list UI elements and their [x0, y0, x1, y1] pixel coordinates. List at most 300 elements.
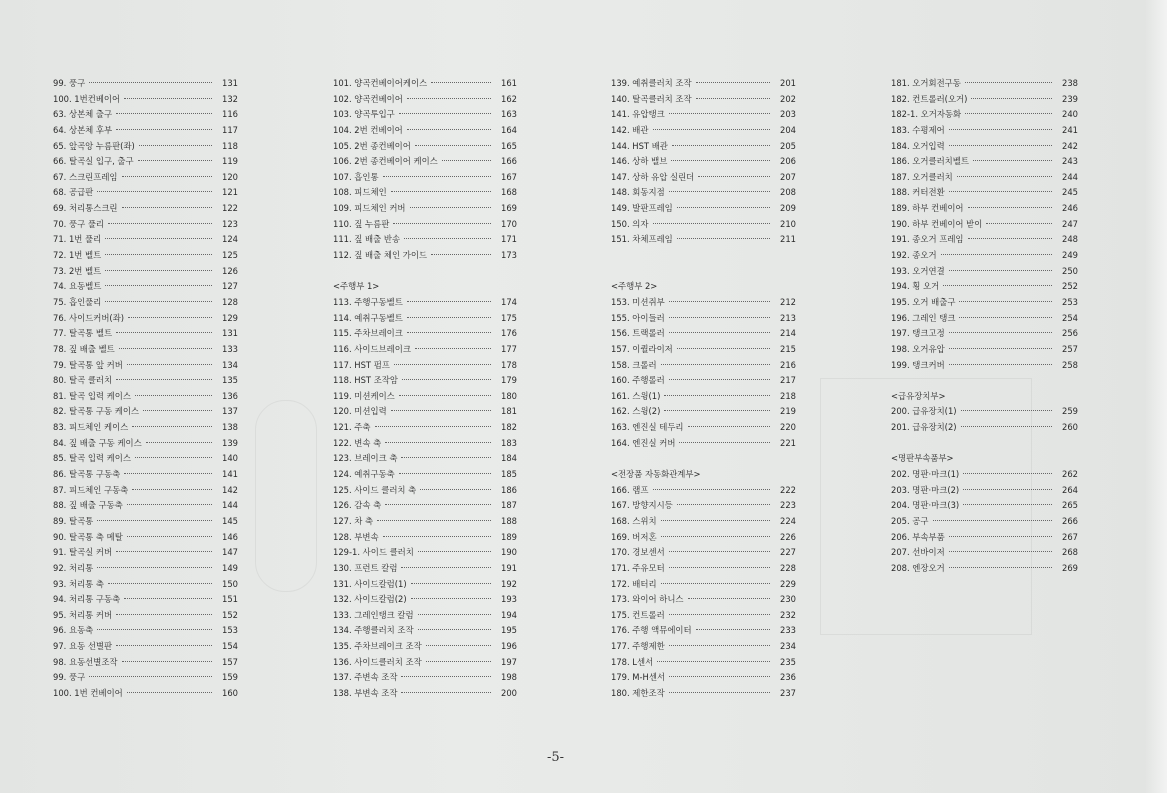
toc-entry-page: 169 — [501, 203, 517, 214]
toc-entry — [53, 608, 238, 624]
section-heading: <급유장치부> — [891, 390, 946, 401]
toc-entry-label: 193. 오거연결 — [891, 265, 945, 276]
toc-entry — [333, 404, 517, 420]
toc-entry — [333, 311, 517, 327]
dot-leader — [116, 113, 212, 114]
toc-entry — [333, 498, 517, 514]
toc-entry-label: 196. 그레인 탱크 — [891, 312, 956, 323]
toc-entry-page: 214 — [780, 328, 796, 339]
dot-leader — [961, 426, 1052, 427]
toc-entry-label: 124. 예취구동축 — [333, 469, 395, 480]
toc-entry-label: 204. 명판·마크(3) — [891, 500, 960, 511]
toc-entry-page: 240 — [1062, 109, 1078, 120]
dot-leader — [671, 160, 770, 161]
toc-entry — [891, 404, 1078, 420]
toc-entry-page: 146 — [222, 531, 238, 542]
toc-entry — [611, 577, 796, 593]
dot-leader — [688, 598, 770, 599]
toc-entry — [891, 295, 1078, 311]
toc-entry-label: 125. 사이드 클러치 축 — [333, 484, 417, 495]
dot-leader — [394, 364, 491, 365]
dot-leader — [404, 238, 491, 239]
dot-leader — [963, 473, 1052, 474]
toc-entry — [611, 170, 796, 186]
toc-entry — [611, 373, 796, 389]
toc-entry-page: 226 — [780, 531, 796, 542]
toc-entry-label: 122. 변속 축 — [333, 437, 382, 448]
dot-leader — [97, 191, 212, 192]
dot-leader — [127, 692, 212, 693]
toc-column-2 — [333, 76, 517, 702]
toc-entry-label: 171. 주유모터 — [611, 562, 665, 573]
toc-entry-page: 260 — [1062, 422, 1078, 433]
toc-entry-page: 209 — [780, 203, 796, 214]
toc-entry-label: 74. 요동벨트 — [53, 281, 102, 292]
toc-entry-page: 123 — [222, 218, 238, 229]
dot-leader — [426, 645, 491, 646]
toc-entry-label: 142. 배관 — [611, 124, 649, 135]
toc-entry-label: 120. 미션입력 — [333, 406, 387, 417]
toc-entry-label: 202. 명판·마크(1) — [891, 469, 960, 480]
toc-entry-label: 163. 엔진실 테두리 — [611, 422, 684, 433]
dot-leader — [669, 645, 770, 646]
toc-entry — [333, 451, 517, 467]
toc-entry-label: 72. 1번 벨트 — [53, 250, 102, 261]
toc-entry — [53, 123, 238, 139]
toc-entry — [333, 420, 517, 436]
dot-leader — [653, 223, 771, 224]
section-heading: <주행부 1> — [333, 281, 380, 292]
toc-entry-label: 85. 탈곡 입력 케이스 — [53, 453, 131, 464]
toc-entry-label: 99. 풍구 — [53, 78, 86, 88]
dot-leader — [132, 489, 212, 490]
toc-entry — [53, 295, 238, 311]
dot-leader — [135, 457, 212, 458]
toc-entry — [53, 514, 238, 530]
dot-leader — [949, 567, 1052, 568]
dot-leader — [669, 113, 770, 114]
toc-entry — [53, 389, 238, 405]
toc-entry-label: 76. 사이드커버(좌) — [53, 312, 125, 323]
toc-entry — [333, 170, 517, 186]
toc-entry — [53, 639, 238, 655]
toc-entry — [891, 154, 1078, 170]
toc-entry-label: 149. 발판프레임 — [611, 203, 673, 214]
dot-leader — [669, 301, 770, 302]
dot-leader — [407, 301, 491, 302]
spacer — [611, 451, 796, 467]
toc-entry-label: 66. 탈곡실 입구, 출구 — [53, 156, 134, 167]
toc-entry — [611, 76, 796, 92]
dot-leader — [124, 473, 212, 474]
toc-entry-label: 92. 처리통 — [53, 562, 94, 573]
toc-entry-page: 138 — [222, 422, 238, 433]
page-edge — [1145, 0, 1167, 793]
toc-entry — [611, 92, 796, 108]
toc-entry — [611, 514, 796, 530]
dot-leader — [385, 442, 491, 443]
toc-entry — [53, 279, 238, 295]
toc-entry-label: 103. 양곡투입구 — [333, 109, 395, 120]
dot-leader — [442, 160, 491, 161]
toc-entry-page: 127 — [222, 281, 238, 292]
toc-entry-page: 157 — [222, 656, 238, 667]
toc-entry-label: 75. 흡인풀리 — [53, 296, 102, 307]
toc-entry-label: 132. 사이드칼럼(2) — [333, 594, 407, 605]
toc-entry-label: 189. 하부 컨베이어 — [891, 203, 964, 214]
toc-entry — [891, 248, 1078, 264]
toc-entry-label: 134. 주행클러치 조작 — [333, 625, 414, 636]
toc-entry-page: 120 — [222, 171, 238, 182]
toc-entry — [53, 530, 238, 546]
toc-entry-label: 108. 피드체인 — [333, 187, 387, 198]
toc-entry-page: 134 — [222, 359, 238, 370]
toc-entry-label: 109. 피드체인 커버 — [333, 203, 406, 214]
dot-leader — [401, 567, 491, 568]
toc-entry — [53, 326, 238, 342]
toc-entry-label: 147. 상하 유압 실린더 — [611, 171, 695, 182]
dot-leader — [89, 82, 212, 83]
toc-entry-page: 248 — [1062, 234, 1078, 245]
toc-entry-label: 115. 주차브레이크 — [333, 328, 403, 339]
dot-leader — [669, 551, 770, 552]
dot-leader — [122, 661, 212, 662]
section-heading: <명판부속품부> — [891, 453, 954, 464]
toc-entry — [891, 76, 1078, 92]
section-heading: <전장품 자동화관계부> — [611, 469, 701, 480]
toc-entry — [611, 389, 796, 405]
dot-leader — [986, 223, 1052, 224]
dot-leader — [418, 551, 491, 552]
dot-leader — [97, 629, 212, 630]
dot-leader — [941, 254, 1052, 255]
toc-entry — [891, 545, 1078, 561]
toc-entry-label: 177. 주행제한 — [611, 641, 665, 652]
toc-entry-label: 205. 공구 — [891, 515, 929, 526]
toc-entry — [53, 670, 238, 686]
toc-entry — [333, 514, 517, 530]
toc-entry — [333, 373, 517, 389]
dot-leader — [128, 317, 212, 318]
toc-entry-label: 95. 처리통 커버 — [53, 609, 113, 620]
toc-entry-page: 210 — [780, 218, 796, 229]
toc-entry — [611, 686, 796, 702]
toc-entry-label: 135. 주차브레이크 조작 — [333, 641, 422, 652]
toc-entry — [891, 123, 1078, 139]
toc-entry-page: 151 — [222, 594, 238, 605]
toc-entry-label: 206. 부속부품 — [891, 531, 945, 542]
dot-leader — [672, 145, 770, 146]
toc-entry-label: 156. 트랙롤러 — [611, 328, 665, 339]
toc-entry-label: 83. 피드체인 케이스 — [53, 422, 129, 433]
dot-leader — [116, 332, 212, 333]
toc-entry-page: 183 — [501, 437, 517, 448]
dot-leader — [949, 551, 1052, 552]
toc-entry — [891, 498, 1078, 514]
dot-leader — [105, 301, 212, 302]
toc-entry-label: 208. 엔장오거 — [891, 562, 945, 573]
toc-entry-label: 67. 스크린프레임 — [53, 171, 118, 182]
toc-entry-label: 73. 2번 벨트 — [53, 265, 102, 276]
toc-entry-page: 243 — [1062, 156, 1078, 167]
dot-leader — [943, 285, 1052, 286]
dot-leader — [399, 473, 491, 474]
toc-entry-page: 166 — [501, 156, 517, 167]
toc-entry-label: 191. 종오거 프레임 — [891, 234, 964, 245]
dot-leader — [949, 129, 1052, 130]
dot-leader — [143, 410, 212, 411]
toc-entry-page: 257 — [1062, 343, 1078, 354]
toc-entry — [611, 232, 796, 248]
toc-entry — [333, 389, 517, 405]
toc-entry-label: 153. 미션쥐부 — [611, 296, 665, 307]
dot-leader — [391, 410, 491, 411]
toc-entry — [891, 311, 1078, 327]
toc-entry-page: 144 — [222, 500, 238, 511]
toc-entry-page: 267 — [1062, 531, 1078, 542]
spacer — [891, 373, 1078, 389]
toc-entry-page: 262 — [1062, 469, 1078, 480]
dot-leader — [959, 317, 1052, 318]
toc-entry-page: 265 — [1062, 500, 1078, 511]
toc-entry — [333, 139, 517, 155]
toc-entry-page: 212 — [780, 296, 796, 307]
toc-entry-label: 180. 제한조작 — [611, 687, 665, 698]
toc-entry-label: 129-1. 사이드 클러치 — [333, 547, 414, 558]
toc-entry-page: 259 — [1062, 406, 1078, 417]
dot-leader — [669, 379, 770, 380]
toc-entry-label: 203. 명판·마크(2) — [891, 484, 960, 495]
dot-leader — [124, 98, 212, 99]
toc-entry-page: 125 — [222, 250, 238, 261]
toc-entry — [611, 655, 796, 671]
toc-entry — [891, 420, 1078, 436]
toc-entry-page: 152 — [222, 609, 238, 620]
toc-entry-page: 233 — [780, 625, 796, 636]
dot-leader — [696, 629, 770, 630]
dot-leader — [116, 551, 212, 552]
toc-entry-page: 208 — [780, 187, 796, 198]
toc-entry — [611, 545, 796, 561]
toc-entry-page: 254 — [1062, 312, 1078, 323]
toc-entry — [333, 530, 517, 546]
toc-entry-label: 176. 주행 액뮤에이터 — [611, 625, 692, 636]
toc-entry — [53, 139, 238, 155]
toc-entry — [333, 76, 517, 92]
dot-leader — [105, 270, 212, 271]
toc-entry-page: 195 — [501, 625, 517, 636]
toc-entry-page: 132 — [222, 93, 238, 104]
toc-entry — [891, 107, 1078, 123]
toc-entry — [611, 404, 796, 420]
dot-leader — [418, 614, 491, 615]
toc-entry — [333, 623, 517, 639]
toc-entry — [891, 326, 1078, 342]
spacer — [333, 264, 517, 280]
dot-leader — [677, 348, 770, 349]
dot-leader — [965, 82, 1052, 83]
toc-entry — [53, 561, 238, 577]
dot-leader — [399, 113, 491, 114]
toc-entry-page: 190 — [501, 547, 517, 558]
toc-entry-page: 224 — [780, 515, 796, 526]
dot-leader — [669, 614, 770, 615]
toc-entry-page: 131 — [222, 328, 238, 339]
dot-leader — [961, 410, 1052, 411]
dot-leader — [401, 457, 491, 458]
toc-entry-page: 193 — [501, 594, 517, 605]
toc-entry-label: 97. 요동 선별판 — [53, 641, 113, 652]
dot-leader — [407, 98, 491, 99]
toc-entry-label: 126. 감속 축 — [333, 500, 382, 511]
toc-entry — [891, 232, 1078, 248]
toc-entry — [611, 436, 796, 452]
toc-entry-page: 117 — [222, 124, 238, 135]
toc-entry-label: 197. 탱크고정 — [891, 328, 945, 339]
dot-leader — [949, 364, 1052, 365]
toc-entry-page: 184 — [501, 453, 517, 464]
toc-entry — [333, 467, 517, 483]
dot-leader — [431, 254, 491, 255]
dot-leader — [957, 176, 1052, 177]
toc-entry-label: 91. 탈곡실 커버 — [53, 547, 113, 558]
dot-leader — [949, 332, 1052, 333]
toc-entry-page: 216 — [780, 359, 796, 370]
toc-entry — [333, 92, 517, 108]
dot-leader — [89, 676, 212, 677]
toc-entry-label: 192. 종오거 — [891, 250, 937, 261]
toc-entry — [611, 123, 796, 139]
toc-entry-label: 167. 방향지시등 — [611, 500, 673, 511]
dot-leader — [664, 410, 770, 411]
toc-entry — [333, 655, 517, 671]
toc-entry-label: 181. 오거회전구동 — [891, 78, 961, 88]
toc-entry-label: 107. 흡인통 — [333, 171, 379, 182]
dot-leader — [124, 598, 212, 599]
dot-leader — [669, 692, 770, 693]
toc-entry — [53, 232, 238, 248]
toc-entry — [891, 279, 1078, 295]
toc-entry-page: 173 — [501, 250, 517, 261]
toc-entry-label: 128. 부변속 — [333, 531, 379, 542]
dot-leader — [669, 676, 770, 677]
toc-entry-page: 201 — [780, 78, 796, 88]
toc-entry-label: 182. 컨트롤러(오거) — [891, 93, 968, 104]
toc-entry — [53, 686, 238, 702]
dot-leader — [959, 301, 1052, 302]
toc-entry-page: 187 — [501, 500, 517, 511]
toc-entry-label: 179. M-H센서 — [611, 672, 666, 683]
section-heading: <주행부 2> — [611, 281, 658, 292]
toc-entry-page: 185 — [501, 469, 517, 480]
toc-entry-page: 252 — [1062, 281, 1078, 292]
toc-entry-page: 244 — [1062, 171, 1078, 182]
toc-entry — [333, 248, 517, 264]
dot-leader — [108, 223, 212, 224]
toc-entry — [891, 483, 1078, 499]
toc-entry-page: 196 — [501, 641, 517, 652]
toc-entry-label: 184. 오거입력 — [891, 140, 945, 151]
toc-entry-page: 179 — [501, 375, 517, 386]
toc-entry — [53, 623, 238, 639]
dot-leader — [669, 332, 770, 333]
toc-entry — [53, 451, 238, 467]
toc-entry-page: 182 — [501, 422, 517, 433]
toc-entry — [53, 342, 238, 358]
dot-leader — [132, 426, 212, 427]
toc-entry-label: 198. 오거유압 — [891, 343, 945, 354]
toc-entry-label: 133. 그레인탱크 칼럼 — [333, 609, 414, 620]
dot-leader — [669, 317, 770, 318]
toc-entry-label: 105. 2번 종컨베이어 — [333, 140, 411, 151]
dot-leader — [105, 238, 212, 239]
dot-leader — [411, 583, 491, 584]
toc-entry-page: 245 — [1062, 187, 1078, 198]
toc-entry-page: 266 — [1062, 515, 1078, 526]
toc-entry — [53, 311, 238, 327]
toc-entry-page: 247 — [1062, 218, 1078, 229]
toc-entry-page: 249 — [1062, 250, 1078, 261]
toc-entry-page: 215 — [780, 343, 796, 354]
dot-leader — [116, 645, 212, 646]
toc-entry-page: 242 — [1062, 140, 1078, 151]
toc-entry — [333, 639, 517, 655]
dot-leader — [949, 191, 1052, 192]
toc-entry — [53, 217, 238, 233]
toc-entry-page: 150 — [222, 578, 238, 589]
toc-entry-page: 221 — [780, 437, 796, 448]
toc-entry-label: 137. 주변속 조작 — [333, 672, 398, 683]
toc-entry — [53, 404, 238, 420]
toc-entry-label: 99. 풍구 — [53, 672, 86, 683]
toc-entry-page: 230 — [780, 594, 796, 605]
toc-entry — [53, 436, 238, 452]
dot-leader — [377, 520, 491, 521]
toc-entry-page: 191 — [501, 562, 517, 573]
dot-leader — [661, 583, 770, 584]
toc-entry-label: 161. 스윙(1) — [611, 390, 661, 401]
toc-entry — [333, 686, 517, 702]
toc-entry-label: 116. 사이드브레이크 — [333, 343, 411, 354]
toc-entry-label: 64. 상본체 후부 — [53, 124, 113, 135]
spacer — [611, 264, 796, 280]
dot-leader — [407, 317, 491, 318]
toc-entry-label: 194. 횡 오거 — [891, 281, 940, 292]
toc-entry-page: 119 — [222, 156, 238, 167]
dot-leader — [949, 145, 1052, 146]
toc-entry-page: 237 — [780, 687, 796, 698]
toc-entry-label: 140. 탈곡클러치 조작 — [611, 93, 692, 104]
toc-entry-page: 206 — [780, 156, 796, 167]
dot-leader — [677, 207, 770, 208]
toc-entry — [333, 592, 517, 608]
toc-entry-page: 253 — [1062, 296, 1078, 307]
toc-entry — [611, 608, 796, 624]
toc-entry — [53, 154, 238, 170]
toc-entry-label: 146. 상하 밸브 — [611, 156, 668, 167]
toc-entry — [53, 655, 238, 671]
toc-entry-page: 178 — [501, 359, 517, 370]
dot-leader — [127, 504, 212, 505]
dot-leader — [661, 520, 770, 521]
toc-entry — [891, 217, 1078, 233]
dot-leader — [122, 176, 212, 177]
toc-entry-label: 113. 주행구동벨트 — [333, 296, 403, 307]
toc-entry-page: 219 — [780, 406, 796, 417]
toc-entry-page: 160 — [222, 687, 238, 698]
toc-entry — [611, 498, 796, 514]
toc-entry-page: 126 — [222, 265, 238, 276]
